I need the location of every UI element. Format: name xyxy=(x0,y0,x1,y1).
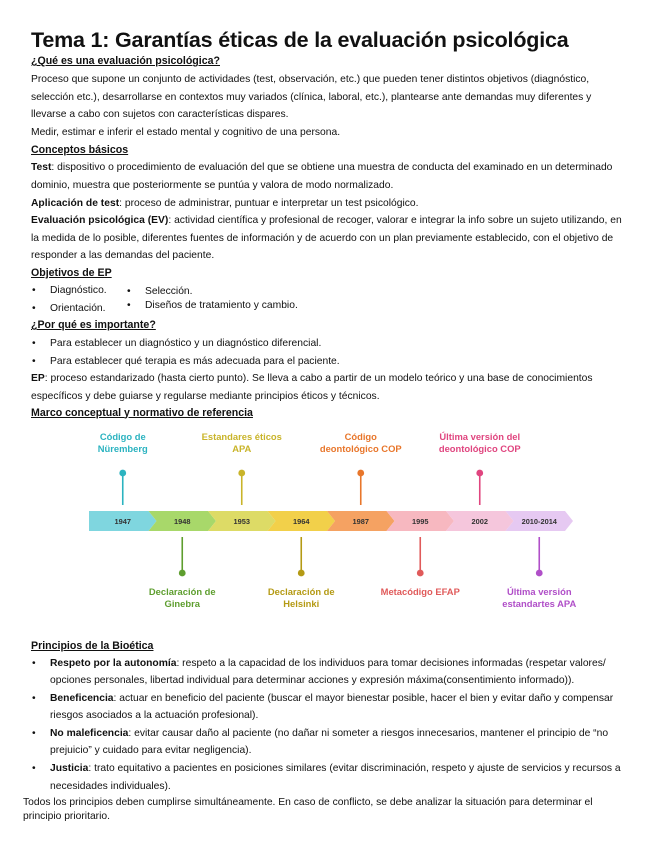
timeline-year: 1987 xyxy=(352,516,369,526)
concept-test xyxy=(31,159,627,194)
definition-paragraph: Proceso que supone un conjunto de actividades (test, observación, etc.) que pueden tener distintos objetivos (diagnóstico, selección etc.), desarrollarse en contextos muy variados (clínica, laboral, etc.), plantearse ante demandas muy diferentes y llevarse a cabo con sujetos con características dispares. xyxy=(31,74,592,121)
bioethics-closing: Todos los principios deben cumplirse simultáneamente. En caso de conflicto, se debe analizar la situación para determinar el principio prioritario. xyxy=(23,797,593,823)
principle-text: : evitar causar daño al paciente (no dañar ni someter a riesgos innecesarios, mantener el principio de “no prejuicio” y cuidado para evitar negligencia). xyxy=(50,727,609,757)
principle-autonomia xyxy=(31,655,627,690)
timeline-label: Código de Nüremberg xyxy=(97,430,148,454)
section-heading-importance: ¿Por qué es importante? xyxy=(31,319,156,332)
timeline-year: 1995 xyxy=(412,516,429,526)
timeline-dot xyxy=(476,469,483,476)
ep-definition xyxy=(31,370,627,405)
definition-summary: Medir, estimar e inferir el estado mental y cognitivo de una persona. xyxy=(31,126,341,138)
ep-term: EP xyxy=(31,373,45,385)
timeline-dot xyxy=(357,469,364,476)
concept-term: Aplicación de test xyxy=(31,197,120,209)
timeline-year: 1953 xyxy=(233,516,250,526)
timeline-dot xyxy=(298,569,305,576)
concept-text: : proceso de administrar, puntuar e interpretar un test psicológico. xyxy=(119,197,419,209)
objectives-list xyxy=(31,282,627,317)
timeline-dot xyxy=(417,569,424,576)
concept-text: : actividad científica y profesional de recoger, valorar e integrar la info sobre un sujeto utilizando, en la medida de lo posible, diferentes fuentes de información y de acuerdo con un plan previamente establecido, con el objetivo de responder a las demandas del paciente. xyxy=(31,215,622,262)
concepts-list xyxy=(31,159,627,265)
concept-aplicacion xyxy=(31,195,627,213)
principle-term: No maleficencia xyxy=(50,727,129,739)
timeline-label: Declaración de Helsinki xyxy=(267,585,335,609)
principle-beneficencia xyxy=(31,690,627,725)
concept-term: Test xyxy=(31,162,52,174)
principle-no-maleficencia xyxy=(31,725,627,760)
timeline-label: Última versión del deontológico COP xyxy=(438,430,521,454)
section-heading-concepts: Conceptos básicos xyxy=(31,144,129,157)
principle-term: Beneficencia xyxy=(50,692,114,704)
page-title: Tema 1: Garantías éticas de la evaluación psicológica xyxy=(31,28,569,52)
timeline-label: Última versión estandartes APA xyxy=(502,585,577,609)
timeline-year: 1964 xyxy=(293,516,310,526)
timeline-label: Estandares éticos APA xyxy=(201,430,282,454)
objectives-col-2 xyxy=(126,285,298,317)
timeline-label: Declaración de Ginebra xyxy=(148,585,216,609)
concept-evaluacion xyxy=(31,212,627,265)
timeline-year: 2002 xyxy=(471,516,488,526)
bioethics-list xyxy=(31,655,627,796)
principle-justicia xyxy=(31,760,627,795)
section-heading-framework: Marco conceptual y normativo de referencia xyxy=(31,406,253,419)
list-item: • Para establecer qué terapia es más adecuada para el paciente. xyxy=(31,353,627,371)
principle-text: : respeto a la capacidad de los individuos para tomar decisiones informadas (respetar valores/ opciones personales, libertad individual para determinar acciones y expresión máxima(consentimiento informado)). xyxy=(50,657,606,687)
ep-text: : proceso estandarizado (hasta cierto punto). Se lleva a cabo a partir de un modelo teórico y una base de conocimientos específicos y debe guiarse y regularse mediante principios éticos y técnicos. xyxy=(31,373,593,402)
timeline-diagram xyxy=(31,424,627,632)
principle-term: Justicia xyxy=(50,763,89,775)
importance-list xyxy=(31,335,627,370)
list-item: • Orientación. xyxy=(31,300,126,318)
document-page xyxy=(23,28,627,824)
list-item: • Diagnóstico. xyxy=(31,282,126,300)
principle-term: Respeto por la autonomía xyxy=(50,657,177,669)
timeline-label: Código deontológico COP xyxy=(319,430,402,454)
timeline-label: Metacódigo EFAP xyxy=(380,585,460,597)
list-item: • Selección. xyxy=(126,285,298,299)
timeline-year: 1947 xyxy=(114,516,131,526)
timeline-dot xyxy=(179,569,186,576)
list-item: • Diseños de tratamiento y cambio. xyxy=(126,299,298,313)
section-heading-what-is: ¿Qué es una evaluación psicológica? xyxy=(31,55,220,67)
timeline-dot xyxy=(119,469,126,476)
section-heading-objectives: Objetivos de EP xyxy=(31,266,112,279)
objectives-col-1 xyxy=(31,282,126,317)
section-heading-bioethics: Principios de la Bioética xyxy=(31,639,154,652)
list-item: • Para establecer un diagnóstico y un diagnóstico diferencial. xyxy=(31,335,627,353)
timeline-year: 1948 xyxy=(174,516,191,526)
timeline-year: 2010-2014 xyxy=(521,516,557,526)
concept-term: Evaluación psicológica (EV) xyxy=(31,215,169,227)
principle-text: : trato equitativo a pacientes en posiciones similares (evitar discriminación, respeto y ajuste de servicios y recursos a necesidades individuales). xyxy=(50,763,621,792)
timeline-dot xyxy=(536,569,543,576)
principle-text: : actuar en beneficio del paciente (buscar el mayor bienestar posible, hacer el bien y evitar daño y compensar riesgos asociados a la actuación profesional). xyxy=(50,692,614,722)
concept-text: : dispositivo o procedimiento de evaluación del que se obtiene una muestra de conducta del examinado en un determinado dominio, muestra que posteriormente se puntúa y valora de modo normalizado. xyxy=(31,162,613,191)
timeline-dot xyxy=(238,469,245,476)
